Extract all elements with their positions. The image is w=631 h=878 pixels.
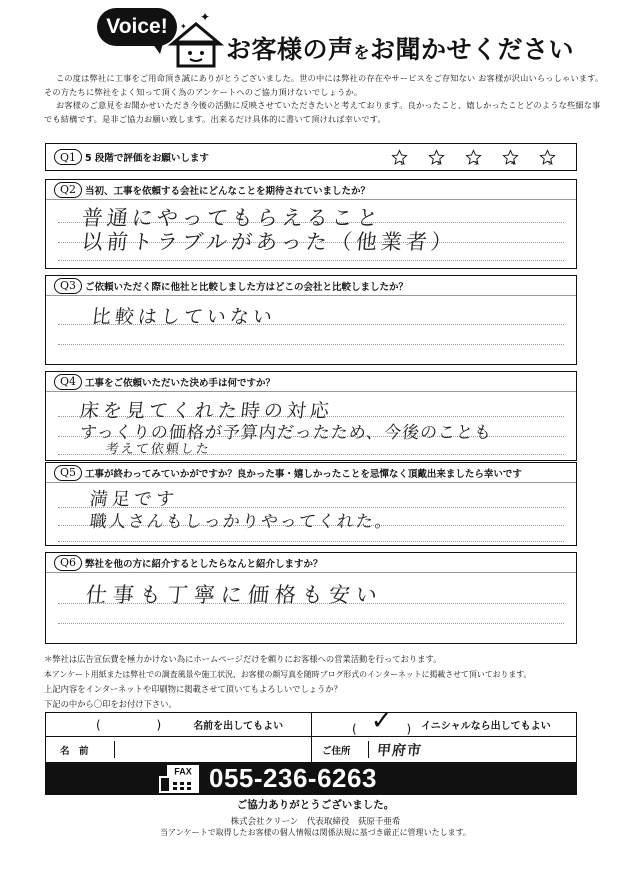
handwritten-answer: 職人さんもしっかりやってくれた。 — [88, 512, 395, 532]
question-text: 工事をご依頼いただいた決め手は何ですか？ — [85, 377, 276, 389]
handwritten-answer: 比較はしていない — [90, 306, 278, 328]
name-field[interactable] — [46, 737, 311, 762]
question-q5 — [45, 462, 577, 546]
note-line: 下記の中から〇印をお付け下さい。 — [44, 699, 177, 709]
rating-star[interactable]: 1 — [391, 149, 408, 166]
note-line: 本アンケート用紙または弊社での調査風景や施工状況、お客様の顔写真を随時ブログ形式のインターネットに掲載させて頂いております。 — [44, 670, 532, 679]
handwritten-answer: 以前トラブルがあった（他業者） — [80, 230, 458, 254]
handwritten-answer: すっくりの価格が予算内だったため、今後のことも — [78, 423, 494, 443]
note-line: 上記内容をインターネットや印刷物に掲載させて頂いてもよろしいでしょうか？ — [44, 684, 342, 694]
consent-option-initial[interactable] — [311, 705, 576, 736]
address-label: ご住所 — [322, 745, 351, 757]
handwritten-answer: 仕事も丁寧に価格も安い — [84, 583, 385, 607]
voice-bubble-tail — [150, 40, 164, 54]
question-text: 弊社を他の方に紹介するとしたらなんと紹介しますか？ — [85, 558, 323, 570]
handwritten-answer: 考えて依頼した — [105, 442, 212, 457]
question-header — [46, 180, 576, 200]
question-badge: Q1 — [54, 149, 82, 165]
rating-star[interactable]: 5 — [539, 149, 556, 166]
consent-checkbox-initial[interactable]: ( ✓ ) — [352, 705, 416, 736]
question-header — [46, 276, 576, 296]
question-q6 — [45, 552, 577, 644]
consent-label: 名前を出してもよい — [193, 721, 284, 732]
question-text: 工事が終わってみていかがですか？良かった事・嬉しかったことを忌憚なく頂戴出来ましたら幸いです — [85, 468, 522, 480]
page-title: お客様の声をお聞かせください — [226, 35, 575, 64]
question-text: ご依頼いただく際に他社と比較しました方はどこの会社と比較しましたか？ — [85, 281, 409, 293]
sparkle-icon: ✦ — [180, 22, 187, 31]
rating-star[interactable]: 2 — [428, 149, 445, 166]
sparkle-icon: ✦ — [200, 10, 211, 24]
question-badge: Q5 — [54, 465, 82, 481]
question-header — [46, 463, 576, 483]
question-text: 当初、工事を依頼する会社にどんなことを期待されていましたか？ — [85, 185, 371, 197]
fax-machine-icon — [157, 764, 201, 794]
rating-stars[interactable] — [391, 144, 556, 170]
consent-option-name[interactable] — [46, 713, 311, 736]
question-badge: Q2 — [54, 182, 82, 198]
question-header — [46, 372, 576, 392]
question-badge: Q3 — [54, 278, 82, 294]
rating-star[interactable]: 3 — [465, 149, 482, 166]
consent-label: イニシャルなら出してもよい — [421, 721, 551, 732]
question-badge: Q6 — [54, 555, 82, 571]
voice-logo — [97, 8, 177, 46]
handwritten-answer: 普通にやってもらえること — [80, 206, 384, 230]
consent-checkbox-name[interactable]: ( ) — [96, 717, 188, 732]
publication-notes — [44, 652, 614, 712]
voice-logo-text: Voice! — [106, 15, 168, 38]
consent-options — [45, 705, 577, 737]
check-mark-icon: ✓ — [370, 705, 397, 736]
question-q1 — [45, 143, 577, 171]
handwritten-answer: 満足です — [88, 489, 179, 510]
fax-number[interactable]: 055-236-6263 — [209, 763, 377, 793]
fax-label: FAX — [174, 766, 192, 776]
name-label: 名 前 — [60, 745, 89, 757]
address-value[interactable]: 甲府市 — [375, 742, 423, 759]
contact-fields — [45, 737, 577, 762]
intro-paragraph: この度は弊社に工事をご用命頂き誠にありがとうございました。世の中には弊社の存在やサービスをご存知ない お客様が沢山いらっしゃいます。その方たちに弊社をよく知って頂く為のアンケートへのご協力頂けないでしょうか。 — [44, 73, 604, 97]
question-q4 — [45, 371, 577, 461]
question-badge: Q4 — [54, 374, 82, 390]
address-field[interactable] — [311, 737, 576, 762]
question-q3 — [45, 275, 577, 365]
rating-star[interactable]: 4 — [502, 149, 519, 166]
handwritten-answer: 床を見てくれた時の対応 — [78, 400, 335, 422]
question-text: 5 段階で評価をお願いします — [85, 153, 209, 164]
intro-text — [44, 72, 604, 126]
thanks-text: ご協力ありがとうございました。 — [236, 799, 395, 811]
intro-paragraph: お客様のご意見をお聞かせいただき今後の活動に反映させていただきたいと考えております。良かったこと、嬉しかったことどのような些細な事でも結構です。是非ご協力お願い致します。出来るだけ具体的に書いて頂ければ幸いです。 — [44, 100, 601, 124]
question-header — [46, 553, 576, 573]
question-q2 — [45, 179, 577, 269]
privacy-notice: 当アンケートで取得したお客様の個人情報は関係法規に基づき厳正に管理いたします。 — [160, 828, 471, 837]
company-name: 株式会社クリーン 代表取締役 荻原千亜希 — [230, 817, 401, 827]
note-line: ＊弊社は広告宣伝費を極力かけない為にホームページだけを頼りにお客様への営業活動を行っております。 — [44, 654, 442, 664]
fax-bar — [45, 762, 577, 795]
house-icon — [168, 20, 224, 68]
